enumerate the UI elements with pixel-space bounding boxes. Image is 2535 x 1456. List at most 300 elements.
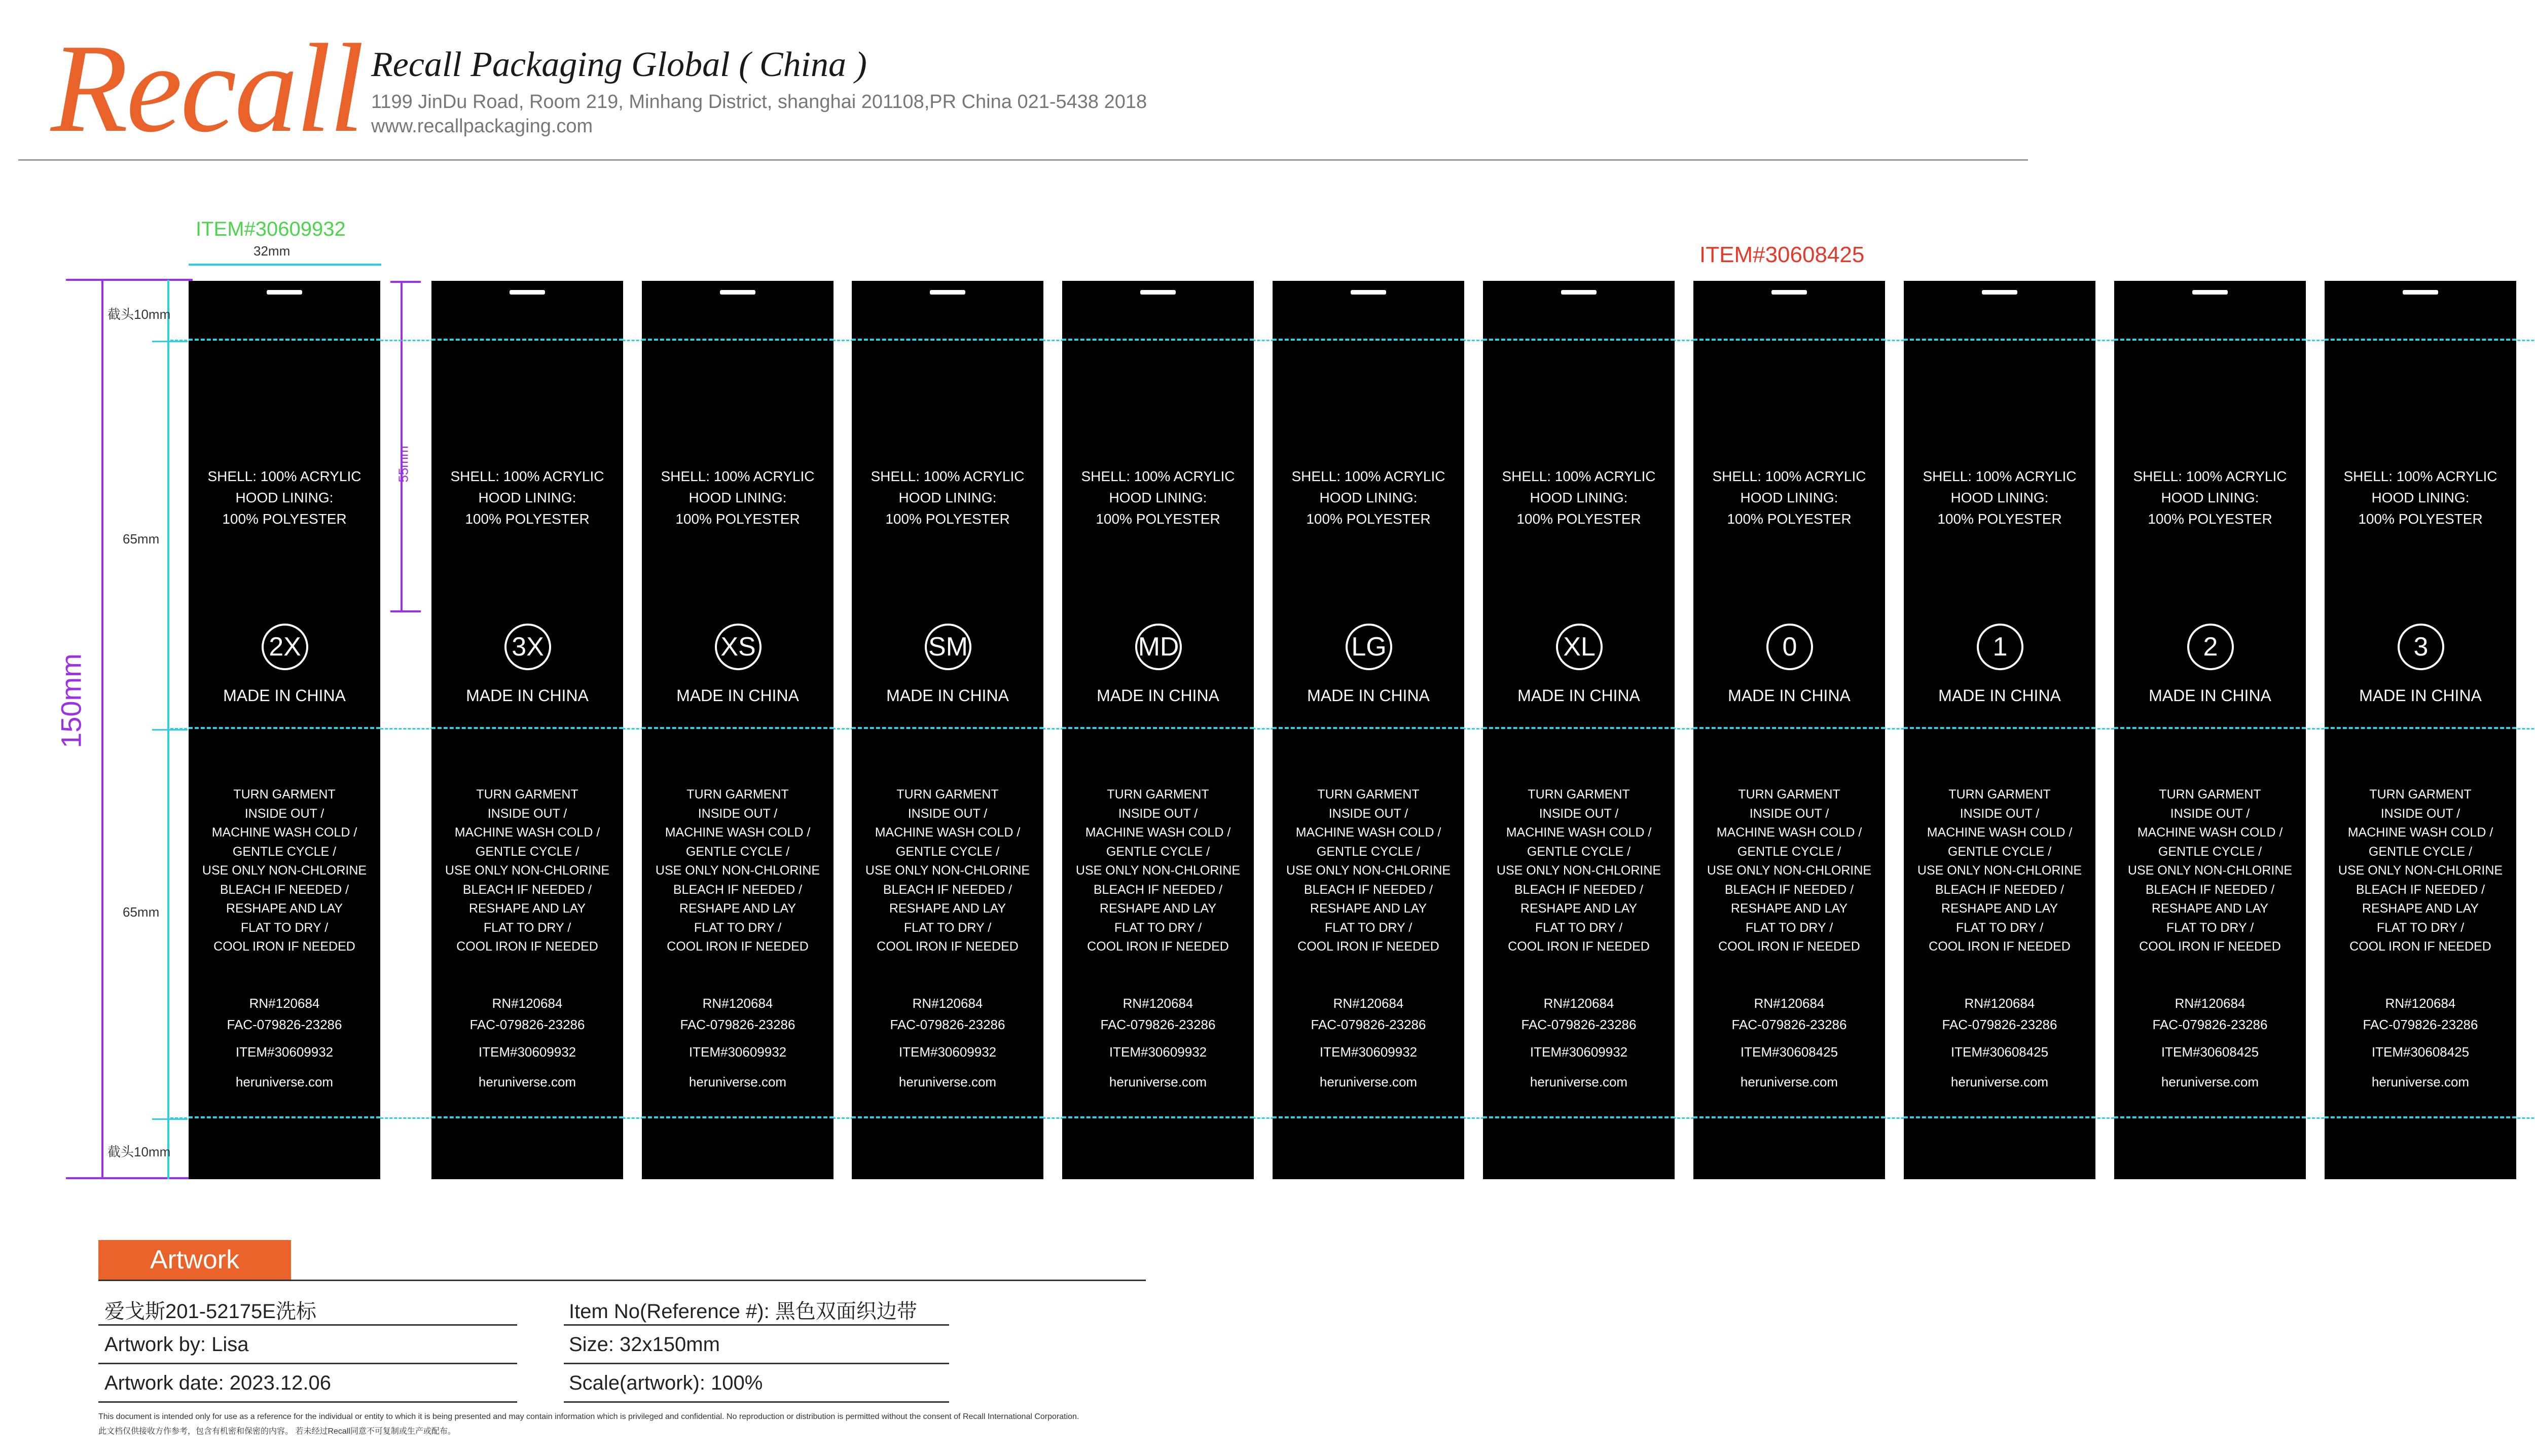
care-line: INSIDE OUT / — [1749, 806, 1829, 821]
width-dimension: 32mm — [254, 243, 291, 259]
item-number-a: ITEM#30609932 — [196, 218, 346, 240]
composition-line: 100% POLYESTER — [885, 511, 1010, 527]
dimension-total-line — [101, 280, 103, 1179]
composition-line: SHELL: 100% ACRYLIC — [450, 468, 604, 484]
care-line: INSIDE OUT / — [698, 806, 778, 821]
factory-code: FAC-079826-23286 — [2152, 1017, 2268, 1032]
composition-line: SHELL: 100% ACRYLIC — [2343, 468, 2497, 484]
fold-line — [1062, 727, 1254, 729]
size-circle: SM — [925, 624, 971, 670]
hang-slot — [1140, 290, 1176, 295]
composition-text — [2114, 466, 2306, 530]
rn-number: RN#120684 — [1754, 996, 1825, 1011]
artwork-rule — [98, 1401, 517, 1403]
hang-slot — [1771, 290, 1807, 295]
care-line: GENTLE CYCLE / — [2368, 844, 2473, 859]
care-line: USE ONLY NON-CHLORINE — [1917, 863, 2082, 878]
care-line: COOL IRON IF NEEDED — [877, 939, 1019, 954]
care-line: RESHAPE AND LAY — [679, 901, 796, 916]
care-line: TURN GARMENT — [1317, 787, 1420, 802]
composition-line: HOOD LINING: — [898, 490, 997, 505]
fold-line — [852, 727, 1043, 729]
care-line: MACHINE WASH COLD / — [1295, 825, 1441, 840]
care-line: BLEACH IF NEEDED / — [2356, 882, 2485, 897]
care-line: MACHINE WASH COLD / — [2347, 825, 2493, 840]
care-line: COOL IRON IF NEEDED — [456, 939, 598, 954]
care-line: GENTLE CYCLE / — [895, 844, 1000, 859]
care-line: USE ONLY NON-CHLORINE — [655, 863, 820, 878]
care-line: FLAT TO DRY / — [1324, 920, 1413, 935]
care-line: COOL IRON IF NEEDED — [1508, 939, 1650, 954]
size-circle: MD — [1135, 624, 1182, 670]
care-line: FLAT TO DRY / — [483, 920, 571, 935]
composition-line: SHELL: 100% ACRYLIC — [1291, 468, 1445, 484]
rn-number: RN#120684 — [1333, 996, 1404, 1011]
care-line: BLEACH IF NEEDED / — [1935, 882, 2065, 897]
artwork-rule — [564, 1401, 949, 1403]
care-line: MACHINE WASH COLD / — [875, 825, 1021, 840]
fold-line — [2325, 727, 2516, 729]
care-label-2 — [2114, 281, 2306, 1179]
care-line: USE ONLY NON-CHLORINE — [1286, 863, 1451, 878]
made-in-text: MADE IN CHINA — [1307, 686, 1430, 705]
fold-line — [1693, 727, 1885, 729]
factory-code: FAC-079826-23286 — [1100, 1017, 1216, 1032]
care-line: FLAT TO DRY / — [240, 920, 329, 935]
hang-slot — [510, 290, 545, 295]
care-line: RESHAPE AND LAY — [2151, 901, 2269, 916]
artwork-tab: Artwork — [98, 1240, 291, 1280]
composition-line: HOOD LINING: — [235, 490, 334, 505]
care-line: GENTLE CYCLE / — [1947, 844, 2052, 859]
composition-line: 100% POLYESTER — [1727, 511, 1852, 527]
size-circle: XS — [715, 624, 762, 670]
made-in-text: MADE IN CHINA — [676, 686, 799, 705]
fold-line — [2325, 339, 2516, 341]
fold-line — [1062, 1116, 1254, 1118]
composition-line: HOOD LINING: — [1530, 490, 1628, 505]
fold-line — [852, 1116, 1043, 1118]
brand-website: heruniverse.com — [2371, 1074, 2470, 1089]
care-line: BLEACH IF NEEDED / — [673, 882, 803, 897]
size-circle: 3X — [504, 624, 551, 670]
factory-code: FAC-079826-23286 — [2363, 1017, 2478, 1032]
item-number: ITEM#30608425 — [2371, 1044, 2470, 1060]
hang-dimension-bottom — [390, 610, 421, 612]
made-in-text: MADE IN CHINA — [1517, 686, 1640, 705]
brand-website: heruniverse.com — [689, 1074, 787, 1089]
care-line: RESHAPE AND LAY — [226, 901, 343, 916]
care-line: RESHAPE AND LAY — [1310, 901, 1427, 916]
item-number: ITEM#30608425 — [1740, 1044, 1838, 1060]
care-line: RESHAPE AND LAY — [1099, 901, 1217, 916]
composition-text — [1483, 466, 1675, 530]
made-in-text: MADE IN CHINA — [1938, 686, 2061, 705]
composition-line: SHELL: 100% ACRYLIC — [661, 468, 815, 484]
care-line: BLEACH IF NEEDED / — [883, 882, 1012, 897]
care-instructions — [189, 785, 380, 957]
care-instructions — [1693, 785, 1885, 957]
artwork-date: Artwork date: 2023.12.06 — [104, 1372, 331, 1394]
rn-number: RN#120684 — [249, 996, 320, 1011]
hang-slot — [1561, 290, 1597, 295]
fold-line — [1483, 339, 1675, 341]
care-line: GENTLE CYCLE / — [1737, 844, 1841, 859]
care-line: COOL IRON IF NEEDED — [1297, 939, 1439, 954]
factory-code: FAC-079826-23286 — [1311, 1017, 1426, 1032]
composition-line: SHELL: 100% ACRYLIC — [207, 468, 361, 484]
care-line: USE ONLY NON-CHLORINE — [1707, 863, 1872, 878]
composition-line: 100% POLYESTER — [1937, 511, 2062, 527]
item-number: ITEM#30608425 — [2161, 1044, 2259, 1060]
item-number: ITEM#30609932 — [478, 1044, 576, 1060]
care-line: BLEACH IF NEEDED / — [1093, 882, 1223, 897]
dimension-bottom-tick — [66, 1177, 193, 1179]
factory-code: FAC-079826-23286 — [680, 1017, 795, 1032]
care-line: MACHINE WASH COLD / — [2137, 825, 2283, 840]
hang-slot — [267, 290, 302, 295]
care-line: USE ONLY NON-CHLORINE — [1075, 863, 1241, 878]
composition-line: HOOD LINING: — [689, 490, 787, 505]
composition-line: HOOD LINING: — [1109, 490, 1207, 505]
care-line: MACHINE WASH COLD / — [211, 825, 357, 840]
artwork-rule — [98, 1363, 517, 1364]
care-line: GENTLE CYCLE / — [232, 844, 337, 859]
factory-code: FAC-079826-23286 — [227, 1017, 342, 1032]
care-line: BLEACH IF NEEDED / — [1724, 882, 1854, 897]
fold-line — [1904, 727, 2095, 729]
care-line: BLEACH IF NEEDED / — [2145, 882, 2275, 897]
made-in-text: MADE IN CHINA — [886, 686, 1009, 705]
composition-line: 100% POLYESTER — [465, 511, 590, 527]
care-line: COOL IRON IF NEEDED — [213, 939, 355, 954]
care-line: USE ONLY NON-CHLORINE — [865, 863, 1030, 878]
care-instructions — [1273, 785, 1464, 957]
fold-line — [1483, 1116, 1675, 1118]
fold-line — [642, 727, 834, 729]
care-line: COOL IRON IF NEEDED — [1718, 939, 1860, 954]
care-line: GENTLE CYCLE / — [475, 844, 580, 859]
care-instructions — [2114, 785, 2306, 957]
care-instructions — [431, 785, 623, 957]
hang-slot — [720, 290, 755, 295]
size-circle: 2 — [2187, 624, 2234, 670]
care-line: USE ONLY NON-CHLORINE — [2127, 863, 2293, 878]
care-label-xl — [1483, 281, 1675, 1179]
hang-slot — [930, 290, 965, 295]
composition-line: 100% POLYESTER — [1096, 511, 1220, 527]
artwork-by: Artwork by: Lisa — [104, 1333, 249, 1356]
care-line: RESHAPE AND LAY — [889, 901, 1006, 916]
item-number: ITEM#30609932 — [1319, 1044, 1418, 1060]
fold-line — [431, 339, 623, 341]
fold-line — [852, 339, 1043, 341]
composition-line: 100% POLYESTER — [1516, 511, 1641, 527]
composition-line: 100% POLYESTER — [1306, 511, 1431, 527]
care-label-xs — [642, 281, 834, 1179]
composition-line: SHELL: 100% ACRYLIC — [1081, 468, 1235, 484]
fold-line — [1483, 727, 1675, 729]
care-line: INSIDE OUT / — [2380, 806, 2460, 821]
hang-dimension-label: 55mm — [395, 446, 411, 483]
care-instructions — [642, 785, 834, 957]
care-line: FLAT TO DRY / — [903, 920, 992, 935]
care-line: USE ONLY NON-CHLORINE — [445, 863, 610, 878]
artwork-name: 爱戈斯201-52175E洗标 — [104, 1300, 316, 1323]
artwork-rule — [98, 1280, 1146, 1281]
brand-website: heruniverse.com — [235, 1074, 334, 1089]
size-circle: 0 — [1766, 624, 1813, 670]
made-in-text: MADE IN CHINA — [223, 686, 346, 705]
care-line: FLAT TO DRY / — [1535, 920, 1623, 935]
artwork-rule — [98, 1324, 517, 1326]
fold-line — [1904, 339, 2095, 341]
artwork-size: Size: 32x150mm — [569, 1333, 720, 1356]
size-circle: 3 — [2398, 624, 2444, 670]
care-line: USE ONLY NON-CHLORINE — [202, 863, 367, 878]
brand-website: heruniverse.com — [1319, 1074, 1418, 1089]
care-line: INSIDE OUT / — [908, 806, 988, 821]
care-line: TURN GARMENT — [476, 787, 578, 802]
artwork-rule — [564, 1324, 949, 1326]
made-in-text: MADE IN CHINA — [1097, 686, 1219, 705]
care-instructions — [1062, 785, 1254, 957]
composition-text — [1273, 466, 1464, 530]
item-number: ITEM#30609932 — [898, 1044, 997, 1060]
care-line: COOL IRON IF NEEDED — [2139, 939, 2281, 954]
care-line: MACHINE WASH COLD / — [1716, 825, 1862, 840]
care-line: TURN GARMENT — [233, 787, 336, 802]
company-website: www.recallpackaging.com — [371, 116, 593, 137]
composition-line: HOOD LINING: — [2371, 490, 2470, 505]
fold-line — [1904, 1116, 2095, 1118]
fold-line — [431, 1116, 623, 1118]
composition-line: HOOD LINING: — [2161, 490, 2259, 505]
rn-number: RN#120684 — [1543, 996, 1614, 1011]
made-in-text: MADE IN CHINA — [2149, 686, 2271, 705]
composition-text — [189, 466, 380, 530]
company-logo: Recall — [51, 18, 363, 159]
care-line: GENTLE CYCLE / — [1527, 844, 1631, 859]
care-line: INSIDE OUT / — [244, 806, 324, 821]
item-number: ITEM#30609932 — [1530, 1044, 1628, 1060]
made-in-text: MADE IN CHINA — [466, 686, 589, 705]
dimension-top-tick — [66, 279, 193, 281]
care-line: FLAT TO DRY / — [694, 920, 782, 935]
factory-code: FAC-079826-23286 — [1521, 1017, 1637, 1032]
composition-text — [1904, 466, 2095, 530]
composition-text — [431, 466, 623, 530]
care-line: FLAT TO DRY / — [2376, 920, 2465, 935]
care-line: FLAT TO DRY / — [2166, 920, 2254, 935]
composition-text — [2325, 466, 2516, 530]
size-circle: XL — [1556, 624, 1603, 670]
item-number: ITEM#30608425 — [1950, 1044, 2049, 1060]
care-line: BLEACH IF NEEDED / — [1514, 882, 1644, 897]
care-line: COOL IRON IF NEEDED — [1929, 939, 2071, 954]
composition-line: SHELL: 100% ACRYLIC — [2133, 468, 2287, 484]
fold-line — [1273, 727, 1464, 729]
made-in-text: MADE IN CHINA — [1728, 686, 1851, 705]
composition-line: 100% POLYESTER — [675, 511, 800, 527]
care-label-3x — [431, 281, 623, 1179]
care-instructions — [1904, 785, 2095, 957]
item-number-b: ITEM#30608425 — [1699, 242, 1865, 267]
fold-line — [189, 1116, 380, 1118]
care-line: TURN GARMENT — [896, 787, 999, 802]
fold-line — [2325, 1116, 2516, 1118]
brand-website: heruniverse.com — [1530, 1074, 1628, 1089]
composition-line: 100% POLYESTER — [222, 511, 347, 527]
item-number: ITEM#30609932 — [235, 1044, 334, 1060]
care-line: TURN GARMENT — [686, 787, 789, 802]
composition-line: 100% POLYESTER — [2358, 511, 2483, 527]
item-number: ITEM#30609932 — [1109, 1044, 1207, 1060]
fold-line — [1273, 339, 1464, 341]
composition-text — [852, 466, 1043, 530]
hang-slot — [1982, 290, 2017, 295]
rn-number: RN#120684 — [2175, 996, 2246, 1011]
care-line: GENTLE CYCLE / — [1106, 844, 1210, 859]
composition-text — [1693, 466, 1885, 530]
factory-code: FAC-079826-23286 — [890, 1017, 1005, 1032]
composition-line: 100% POLYESTER — [2148, 511, 2272, 527]
care-label-md — [1062, 281, 1254, 1179]
size-circle: 2X — [262, 624, 308, 670]
brand-website: heruniverse.com — [1109, 1074, 1207, 1089]
company-name: Recall Packaging Global ( China ) — [371, 45, 867, 84]
factory-code: FAC-079826-23286 — [1942, 1017, 2057, 1032]
hang-dimension-top — [390, 281, 421, 283]
care-line: BLEACH IF NEEDED / — [220, 882, 349, 897]
care-line: FLAT TO DRY / — [1745, 920, 1833, 935]
size-circle: LG — [1346, 624, 1392, 670]
fold-line — [642, 339, 834, 341]
item-number: ITEM#30609932 — [689, 1044, 787, 1060]
fold-line — [642, 1116, 834, 1118]
dimension-total-label: 150mm — [55, 653, 87, 748]
care-line: MACHINE WASH COLD / — [1506, 825, 1652, 840]
care-line: RESHAPE AND LAY — [1520, 901, 1638, 916]
composition-line: HOOD LINING: — [478, 490, 576, 505]
artwork-item-no: Item No(Reference #): 黑色双面织边带 — [569, 1300, 917, 1323]
care-line: USE ONLY NON-CHLORINE — [1496, 863, 1661, 878]
composition-line: SHELL: 100% ACRYLIC — [1712, 468, 1866, 484]
care-line: MACHINE WASH COLD / — [1085, 825, 1231, 840]
care-line: COOL IRON IF NEEDED — [1087, 939, 1229, 954]
factory-code: FAC-079826-23286 — [469, 1017, 585, 1032]
care-line: USE ONLY NON-CHLORINE — [2338, 863, 2503, 878]
fold-line — [1273, 1116, 1464, 1118]
brand-website: heruniverse.com — [478, 1074, 576, 1089]
composition-line: SHELL: 100% ACRYLIC — [871, 468, 1025, 484]
care-line: FLAT TO DRY / — [1955, 920, 2044, 935]
care-line: GENTLE CYCLE / — [2158, 844, 2262, 859]
care-line: RESHAPE AND LAY — [468, 901, 586, 916]
care-line: COOL IRON IF NEEDED — [2349, 939, 2491, 954]
header-divider — [18, 159, 2028, 161]
care-line: TURN GARMENT — [1528, 787, 1630, 802]
care-line: INSIDE OUT / — [1328, 806, 1408, 821]
composition-line: HOOD LINING: — [1740, 490, 1838, 505]
hang-slot — [2192, 290, 2228, 295]
care-line: RESHAPE AND LAY — [2362, 901, 2479, 916]
section1-label: 65mm — [123, 531, 160, 547]
fold-line — [189, 727, 380, 729]
size-circle: 1 — [1977, 624, 2023, 670]
care-label-lg — [1273, 281, 1464, 1179]
care-line: INSIDE OUT / — [1118, 806, 1198, 821]
care-line: TURN GARMENT — [1948, 787, 2051, 802]
care-line: RESHAPE AND LAY — [1730, 901, 1848, 916]
composition-line: HOOD LINING: — [1950, 490, 2049, 505]
care-line: MACHINE WASH COLD / — [1927, 825, 2073, 840]
care-line: TURN GARMENT — [2369, 787, 2472, 802]
fold-line — [2114, 727, 2306, 729]
care-line: BLEACH IF NEEDED / — [1303, 882, 1433, 897]
artwork-scale: Scale(artwork): 100% — [569, 1372, 763, 1394]
brand-website: heruniverse.com — [1740, 1074, 1838, 1089]
fold-line — [2114, 339, 2306, 341]
care-line: GENTLE CYCLE / — [1316, 844, 1421, 859]
fold-line — [1693, 339, 1885, 341]
section2-label: 65mm — [123, 904, 160, 920]
care-label-2x — [189, 281, 380, 1179]
disclaimer-chinese: 此文档仅供接收方作参考，包含有机密和保密的内容。 若未经过Recall同意不可复制或生产或配布。 — [98, 1427, 456, 1436]
rn-number: RN#120684 — [1122, 996, 1193, 1011]
care-line: INSIDE OUT / — [1960, 806, 2040, 821]
fold-line — [2114, 1116, 2306, 1118]
fold-bottom-label: 截头10mm — [107, 1144, 171, 1159]
care-line: TURN GARMENT — [2159, 787, 2261, 802]
fold-line — [431, 727, 623, 729]
rn-number: RN#120684 — [912, 996, 983, 1011]
care-instructions — [1483, 785, 1675, 957]
care-line: INSIDE OUT / — [487, 806, 567, 821]
rn-number: RN#120684 — [492, 996, 563, 1011]
care-instructions — [852, 785, 1043, 957]
made-in-text: MADE IN CHINA — [2359, 686, 2482, 705]
care-line: INSIDE OUT / — [1539, 806, 1619, 821]
care-line: GENTLE CYCLE / — [685, 844, 790, 859]
care-line: RESHAPE AND LAY — [1941, 901, 2058, 916]
artwork-rule — [564, 1363, 949, 1364]
care-line: TURN GARMENT — [1107, 787, 1209, 802]
care-line: MACHINE WASH COLD / — [665, 825, 811, 840]
composition-line: SHELL: 100% ACRYLIC — [1502, 468, 1656, 484]
care-label-3 — [2325, 281, 2516, 1179]
care-label-sm — [852, 281, 1043, 1179]
hang-slot — [1351, 290, 1386, 295]
care-line: INSIDE OUT / — [2170, 806, 2250, 821]
brand-website: heruniverse.com — [1950, 1074, 2049, 1089]
disclaimer-english: This document is intended only for use as a reference for the individual or entity to which it is being presented and may contain information which is privileged and confidential. No reproduction or distribution is permitted without the consent of Recall International Corporation. — [98, 1412, 1079, 1421]
factory-code: FAC-079826-23286 — [1731, 1017, 1847, 1032]
care-line: MACHINE WASH COLD / — [454, 825, 600, 840]
composition-text — [642, 466, 834, 530]
fold-top-label: 截头10mm — [107, 307, 171, 322]
rn-number: RN#120684 — [702, 996, 773, 1011]
company-address: 1199 JinDu Road, Room 219, Minhang District, shanghai 201108,PR China 021-5438 2018 — [371, 91, 1147, 113]
composition-line: SHELL: 100% ACRYLIC — [1923, 468, 2077, 484]
composition-text — [1062, 466, 1254, 530]
width-dimension-line — [189, 264, 381, 266]
care-label-1 — [1904, 281, 2095, 1179]
rn-number: RN#120684 — [2385, 996, 2456, 1011]
care-line: FLAT TO DRY / — [1114, 920, 1202, 935]
fold-line — [189, 339, 380, 341]
brand-website: heruniverse.com — [2161, 1074, 2259, 1089]
